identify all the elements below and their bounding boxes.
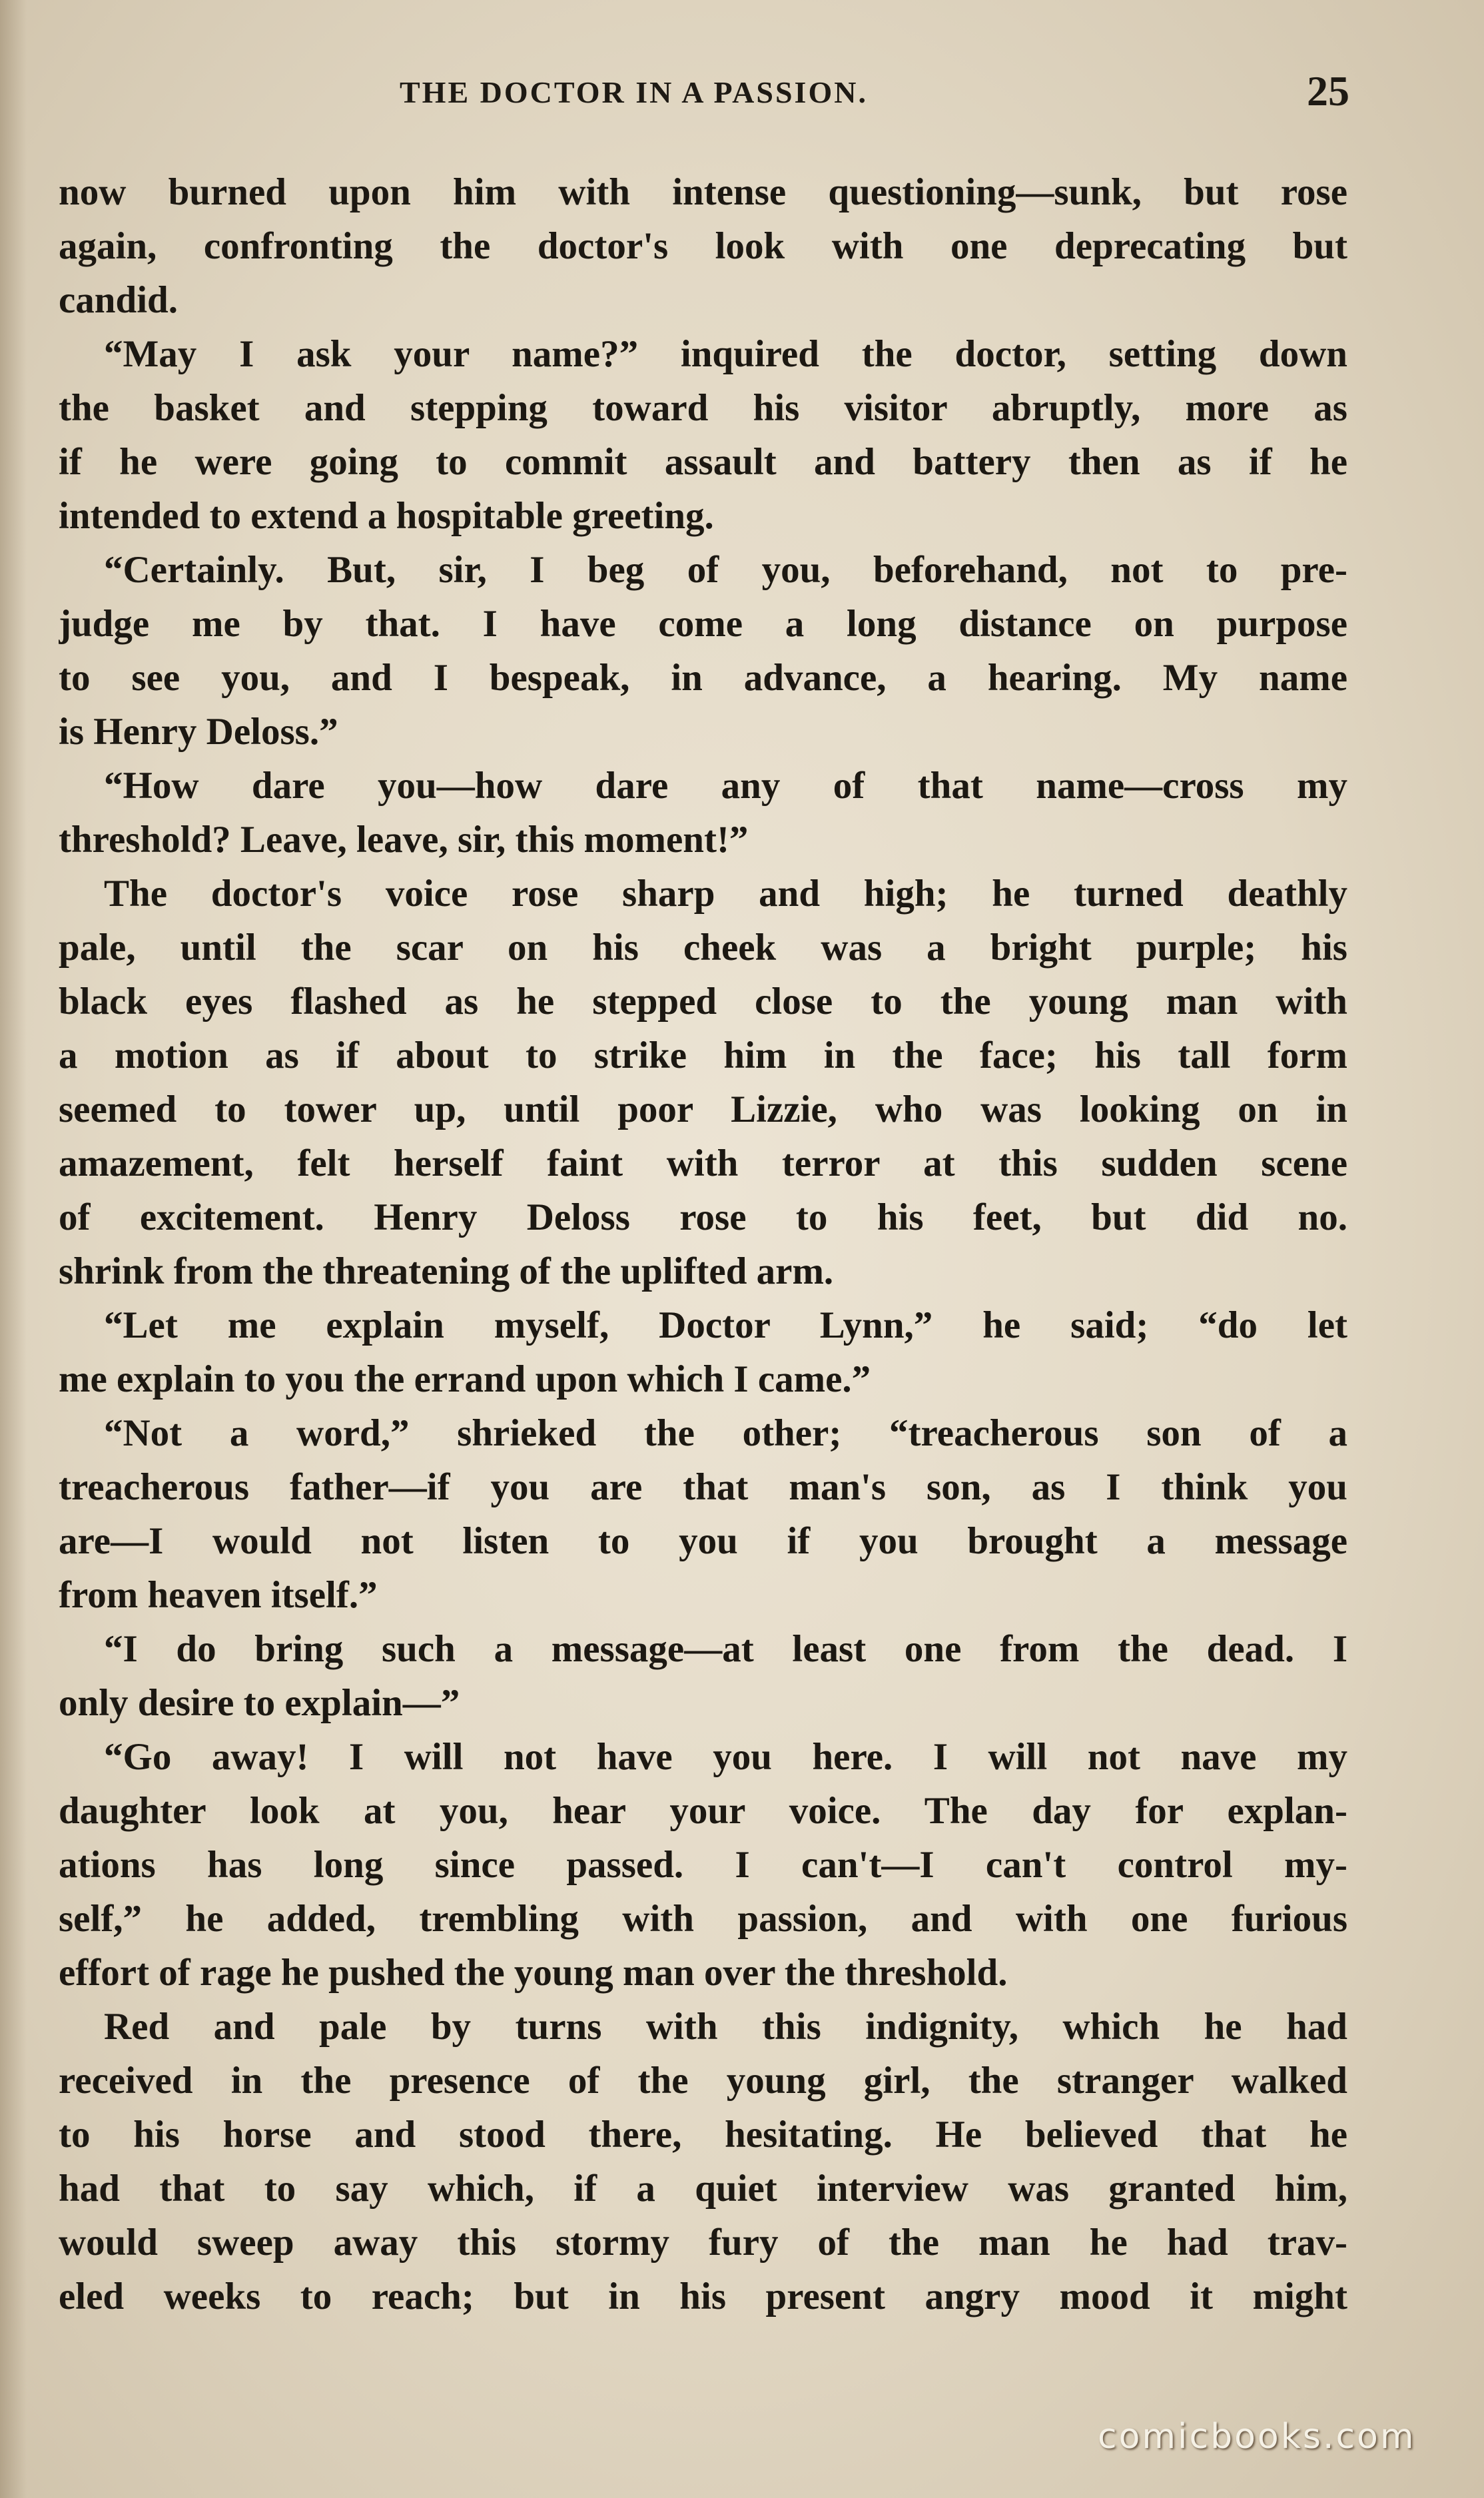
text-line: eled weeks to reach; but in his present angry mood it might — [59, 2276, 1347, 2317]
text-line: is Henry Deloss.” — [59, 711, 338, 753]
text-line: The doctor's voice rose sharp and high; he turned deathly — [104, 873, 1347, 915]
text-line: amazement, felt herself faint with terror at this sudden scene — [59, 1142, 1347, 1184]
text-line: had that to say which, if a quiet interview was granted him, — [59, 2168, 1347, 2210]
text-line: intended to extend a hospitable greeting. — [59, 495, 714, 537]
page-gutter-shadow — [0, 0, 27, 2498]
text-line: again, confronting the doctor's look with one deprecating but — [59, 225, 1347, 267]
text-line: “I do bring such a message—at least one from the dead. I — [104, 1628, 1347, 1670]
text-line: to his horse and stood there, hesitating. He believed that he — [59, 2114, 1347, 2156]
text-line: shrink from the threatening of the uplifted arm. — [59, 1250, 834, 1292]
text-line: received in the presence of the young girl, the stranger walked — [59, 2060, 1347, 2102]
running-title: THE DOCTOR IN A PASSION. — [400, 75, 868, 109]
text-line: treacherous father—if you are that man's son, as I think you — [59, 1466, 1347, 1508]
text-line: of excitement. Henry Deloss rose to his feet, but did no. — [59, 1196, 1347, 1238]
text-line: “Go away! I will not have you here. I will not nave my — [104, 1736, 1347, 1778]
text-line: pale, until the scar on his cheek was a bright purple; his — [59, 927, 1347, 969]
text-line: self,” he added, trembling with passion, and with one furious — [59, 1898, 1347, 1940]
text-line: from heaven itself.” — [59, 1574, 378, 1616]
text-line: black eyes flashed as he stepped close to the young man with — [59, 981, 1347, 1023]
text-line: seemed to tower up, until poor Lizzie, who was looking on in — [59, 1088, 1347, 1130]
text-line: if he were going to commit assault and battery then as if he — [59, 441, 1347, 483]
text-line: would sweep away this stormy fury of the man he had trav- — [59, 2222, 1347, 2264]
text-line: now burned upon him with intense questioning—sunk, but rose — [59, 171, 1347, 213]
text-line: daughter look at you, hear your voice. The day for explan- — [59, 1790, 1347, 1832]
text-line: “Not a word,” shrieked the other; “treacherous son of a — [104, 1412, 1347, 1454]
text-line: ations has long since passed. I can't—I can't control my- — [59, 1844, 1347, 1886]
text-line: Red and pale by turns with this indignity, which he had — [104, 2006, 1347, 2048]
text-line: are—I would not listen to you if you brought a message — [59, 1520, 1347, 1562]
text-line: me explain to you the errand upon which I came.” — [59, 1358, 871, 1400]
text-line: “Certainly. But, sir, I beg of you, beforehand, not to pre- — [104, 549, 1347, 591]
text-line: to see you, and I bespeak, in advance, a hearing. My name — [59, 657, 1347, 699]
text-line: judge me by that. I have come a long distance on purpose — [59, 603, 1347, 645]
text-line: “May I ask your name?” inquired the doctor, setting down — [104, 333, 1347, 375]
text-line: only desire to explain—” — [59, 1682, 460, 1724]
running-header — [0, 67, 1484, 120]
text-line: threshold? Leave, leave, sir, this moment!” — [59, 819, 749, 861]
text-line: “How dare you—how dare any of that name—cross my — [104, 765, 1347, 807]
body-text — [59, 165, 1347, 2323]
page-number: 25 — [1307, 67, 1349, 115]
text-line: “Let me explain myself, Doctor Lynn,” he said; “do let — [104, 1304, 1347, 1346]
text-line: a motion as if about to strike him in the face; his tall form — [59, 1035, 1347, 1076]
text-line: candid. — [59, 279, 178, 321]
text-line: the basket and stepping toward his visitor abruptly, more as — [59, 387, 1347, 429]
text-line: effort of rage he pushed the young man over the threshold. — [59, 1952, 1008, 1994]
watermark: comicbooks.com — [1098, 2417, 1416, 2457]
